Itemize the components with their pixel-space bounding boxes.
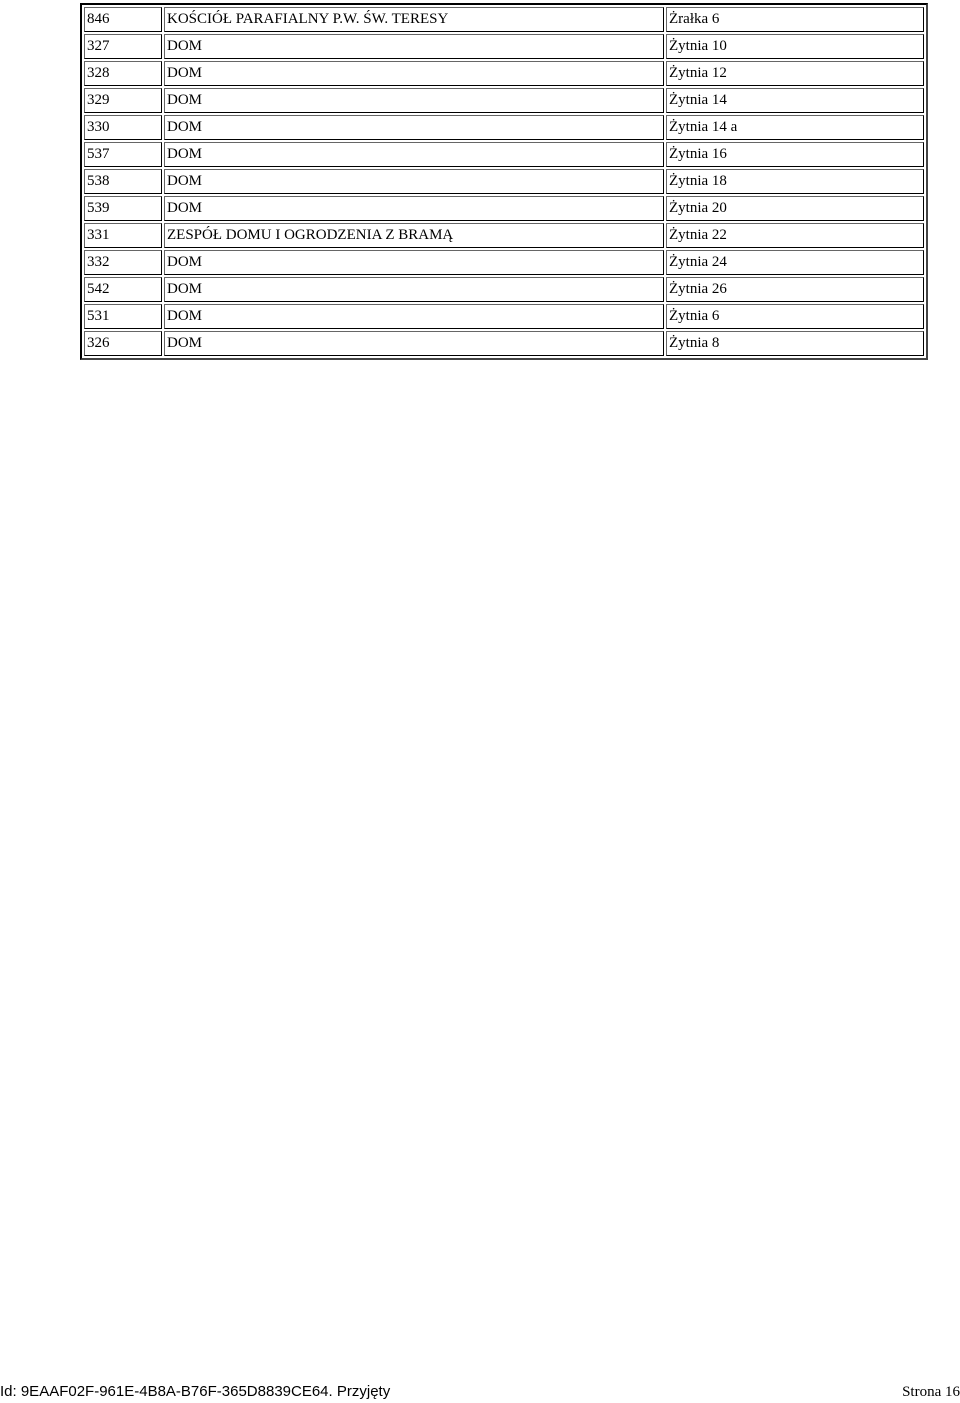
address-cell: Żytnia 16 (666, 142, 924, 167)
address-cell: Żytnia 10 (666, 34, 924, 59)
register-number-cell: 326 (84, 331, 162, 356)
object-name-cell: DOM (164, 331, 664, 356)
table-row (84, 88, 924, 113)
address-cell: Żytnia 6 (666, 304, 924, 329)
register-number-cell: 331 (84, 223, 162, 248)
object-name-cell: DOM (164, 61, 664, 86)
register-number-cell: 537 (84, 142, 162, 167)
address-cell: Żytnia 14 a (666, 115, 924, 140)
object-name-cell: DOM (164, 88, 664, 113)
register-number-cell: 329 (84, 88, 162, 113)
table-row (84, 250, 924, 275)
table-row (84, 142, 924, 167)
table-row (84, 331, 924, 356)
page-number-text: Strona 16 (902, 1384, 960, 1400)
table-row (84, 34, 924, 59)
register-table-body (84, 7, 924, 356)
address-cell: Żytnia 24 (666, 250, 924, 275)
object-name-cell: DOM (164, 115, 664, 140)
table-row (84, 196, 924, 221)
object-name-cell: ZESPÓŁ DOMU I OGRODZENIA Z BRAMĄ (164, 223, 664, 248)
register-number-cell: 538 (84, 169, 162, 194)
document-id-text: Id: 9EAAF02F-961E-4B8A-B76F-365D8839CE64. Przyjęty (0, 1383, 391, 1400)
table-row (84, 169, 924, 194)
register-number-cell: 846 (84, 7, 162, 32)
address-cell: Żytnia 14 (666, 88, 924, 113)
address-cell: Żytnia 12 (666, 61, 924, 86)
object-name-cell: DOM (164, 304, 664, 329)
object-name-cell: KOŚCIÓŁ PARAFIALNY P.W. ŚW. TERESY (164, 7, 664, 32)
page-footer (0, 1382, 960, 1402)
register-number-cell: 539 (84, 196, 162, 221)
register-number-cell: 328 (84, 61, 162, 86)
register-number-cell: 531 (84, 304, 162, 329)
object-name-cell: DOM (164, 142, 664, 167)
table-row (84, 61, 924, 86)
object-name-cell: DOM (164, 277, 664, 302)
object-name-cell: DOM (164, 250, 664, 275)
table-row (84, 304, 924, 329)
address-cell: Żytnia 20 (666, 196, 924, 221)
register-number-cell: 330 (84, 115, 162, 140)
object-name-cell: DOM (164, 169, 664, 194)
table-row (84, 223, 924, 248)
address-cell: Żytnia 22 (666, 223, 924, 248)
table-row (84, 115, 924, 140)
object-name-cell: DOM (164, 196, 664, 221)
register-number-cell: 542 (84, 277, 162, 302)
address-cell: Żytnia 18 (666, 169, 924, 194)
table-row (84, 7, 924, 32)
object-name-cell: DOM (164, 34, 664, 59)
register-number-cell: 327 (84, 34, 162, 59)
address-cell: Żytnia 26 (666, 277, 924, 302)
address-cell: Żrałka 6 (666, 7, 924, 32)
address-cell: Żytnia 8 (666, 331, 924, 356)
heritage-register-table (80, 3, 928, 360)
table-row (84, 277, 924, 302)
register-number-cell: 332 (84, 250, 162, 275)
